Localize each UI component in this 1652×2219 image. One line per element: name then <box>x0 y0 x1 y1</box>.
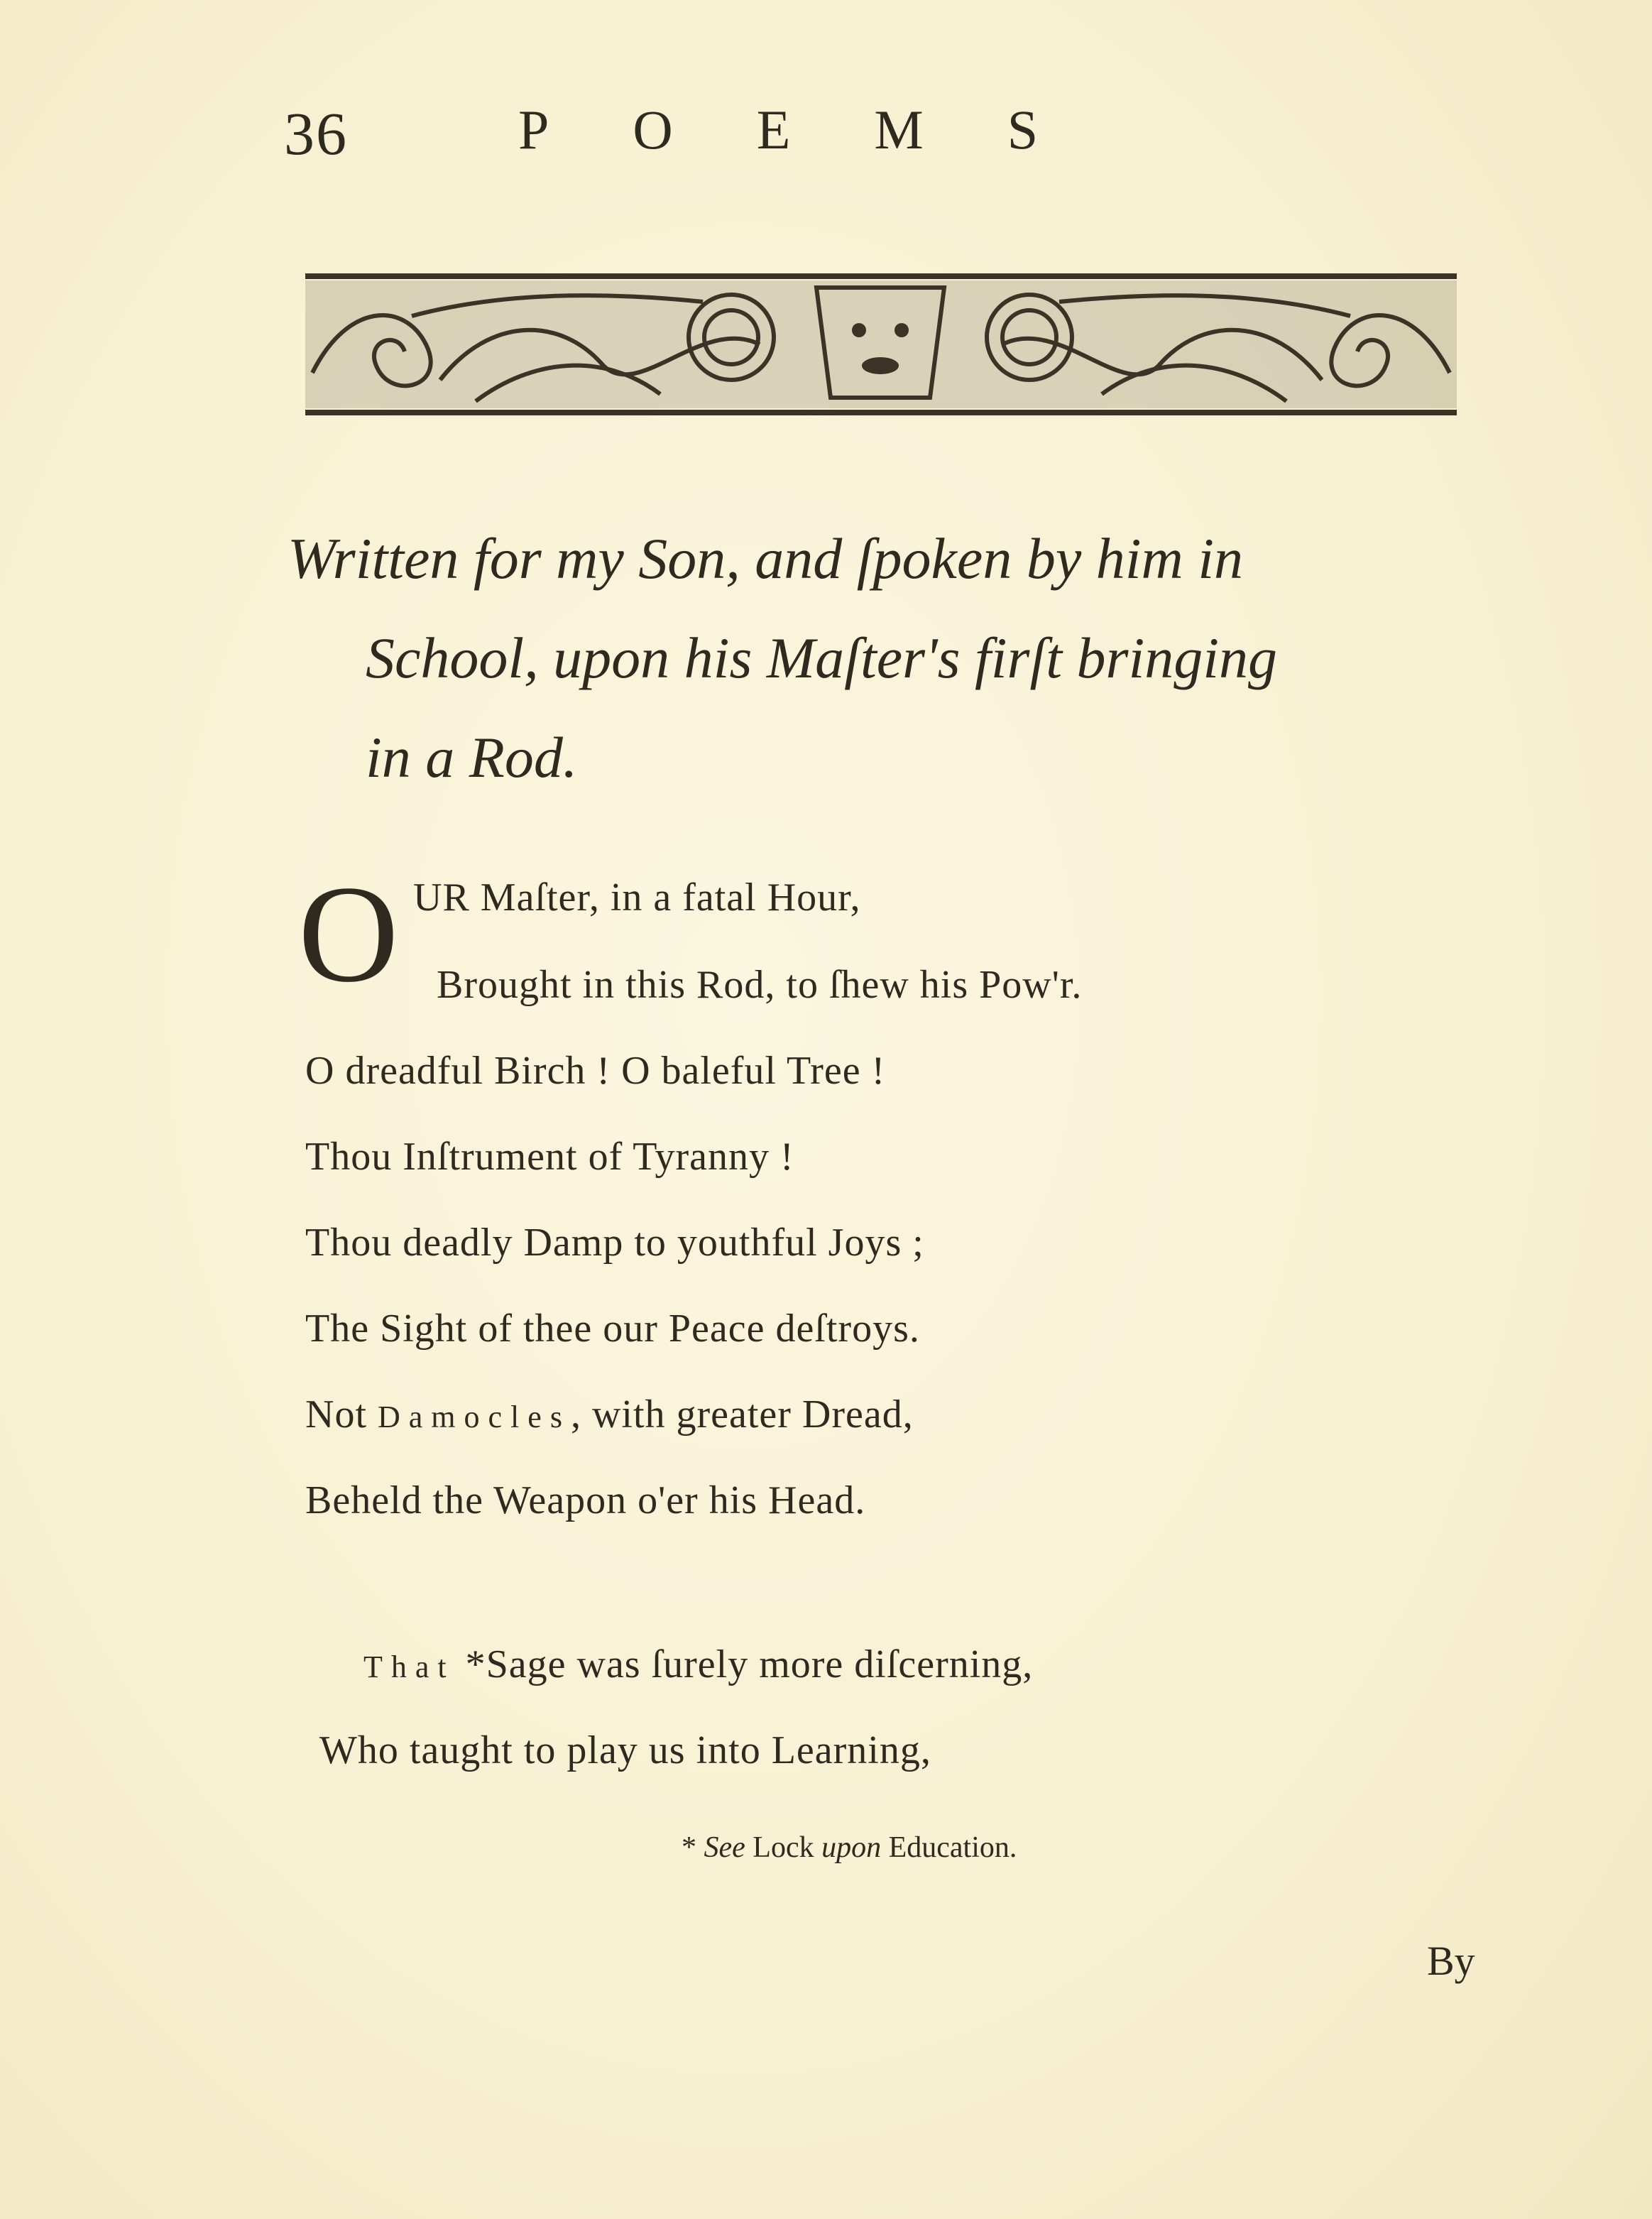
page-number: 36 <box>284 99 348 168</box>
verse-line-7-post: , with greater Dread, <box>570 1392 914 1436</box>
poem-title-line-2: School, upon his Maſter's firſt bringing <box>366 626 1278 690</box>
verse-line-7-pre: Not <box>305 1392 378 1436</box>
that-word: That <box>363 1650 455 1684</box>
catchword: By <box>1427 1938 1475 1984</box>
verse-line-8: Beheld the Weapon o'er his Head. <box>305 1478 866 1522</box>
footnote-upon: upon <box>821 1831 882 1864</box>
verse-line-9 <box>363 1642 1033 1687</box>
damocles-name: Damocles <box>378 1400 571 1434</box>
footnote-work: Education. <box>888 1831 1017 1864</box>
verse-line-10: Who taught to play us into Learning, <box>319 1728 931 1772</box>
footnote-marker: * <box>682 1831 696 1864</box>
verse-line-7 <box>305 1392 914 1437</box>
verse-line-9-rest: *Sage was ſurely more diſcerning, <box>454 1642 1034 1686</box>
footnote <box>682 1831 1017 1865</box>
poem-title-line-3: in a Rod. <box>366 725 578 790</box>
verse-line-2: Brought in this Rod, to ſhew his Pow'r. <box>437 963 1083 1007</box>
verse-line-1: UR Maſter, in a fatal Hour, <box>413 876 861 920</box>
footnote-see: See <box>704 1831 745 1864</box>
verse-line-4: Thou Inſtrument of Tyranny ! <box>305 1135 794 1179</box>
footnote-author: Lock <box>753 1831 814 1864</box>
verse-line-6: The Sight of thee our Peace deſtroys. <box>305 1307 920 1351</box>
verse-line-3: O dreadful Birch ! O baleful Tree ! <box>305 1049 886 1093</box>
drop-cap: O <box>298 857 399 1011</box>
verse-line-5: Thou deadly Damp to youthful Joys ; <box>305 1221 924 1265</box>
poem-title-line-1: Written for my Son, and ſpoken by him in <box>288 526 1243 591</box>
engraved-headpiece-icon <box>305 273 1457 415</box>
running-head: POEMS <box>518 99 1122 160</box>
